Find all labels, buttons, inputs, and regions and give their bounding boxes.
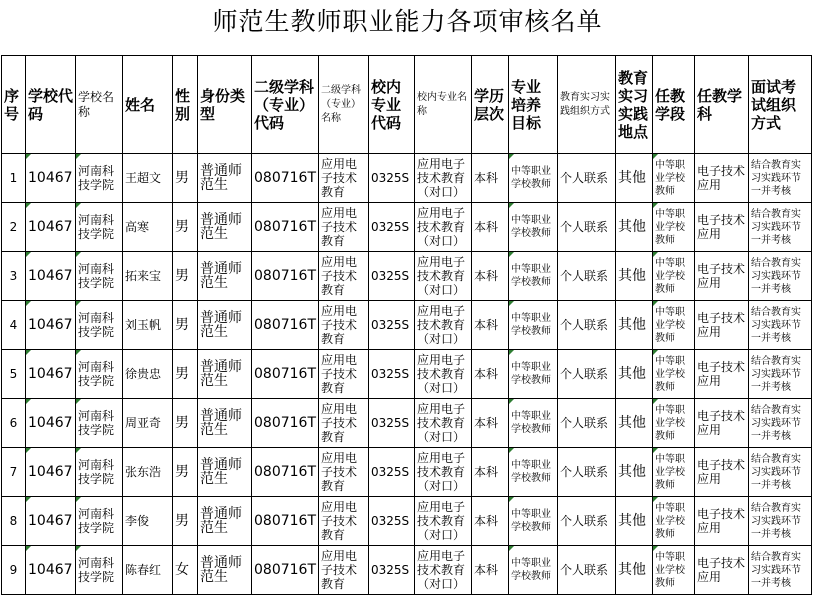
cell-practice-org: 个人联系 bbox=[558, 399, 616, 448]
cell-identity: 普通师范生 bbox=[198, 252, 252, 301]
cell-gender: 男 bbox=[173, 448, 198, 497]
cell-teaching-stage: 中等职业学校教师 bbox=[653, 301, 695, 350]
cell-interview-org: 结合教育实习实践环节一并考核 bbox=[749, 546, 812, 595]
cell-practice-org: 个人联系 bbox=[558, 252, 616, 301]
cell-discipline-name: 应用电子技术教育 bbox=[319, 448, 369, 497]
cell-practice-org: 个人联系 bbox=[558, 154, 616, 203]
cell-gender: 女 bbox=[173, 546, 198, 595]
cell-teaching-stage: 中等职业学校教师 bbox=[653, 497, 695, 546]
table-row bbox=[2, 546, 812, 595]
cell-major-code: 0325S bbox=[369, 350, 415, 399]
cell-major-code: 0325S bbox=[369, 301, 415, 350]
header-school-code: 学校代码 bbox=[26, 56, 76, 154]
cell-training-goal: 中等职业学校教师 bbox=[509, 252, 558, 301]
cell-school-name: 河南科技学院 bbox=[76, 154, 123, 203]
cell-discipline-name: 应用电子技术教育 bbox=[319, 350, 369, 399]
cell-practice-place: 其他 bbox=[616, 497, 653, 546]
cell-interview-org: 结合教育实习实践环节一并考核 bbox=[749, 448, 812, 497]
table-row bbox=[2, 301, 812, 350]
cell-teaching-stage: 中等职业学校教师 bbox=[653, 203, 695, 252]
cell-major-name: 应用电子技术教育（对口） bbox=[415, 301, 472, 350]
cell-discipline-code: 080716T bbox=[252, 546, 319, 595]
header-seq: 序号 bbox=[2, 56, 26, 154]
table-row bbox=[2, 350, 812, 399]
cell-teaching-stage: 中等职业学校教师 bbox=[653, 350, 695, 399]
cell-teaching-subject: 电子技术应用 bbox=[695, 203, 749, 252]
cell-name: 王超文 bbox=[123, 154, 173, 203]
cell-school-code: 10467 bbox=[26, 399, 76, 448]
cell-practice-org: 个人联系 bbox=[558, 301, 616, 350]
cell-discipline-name: 应用电子技术教育 bbox=[319, 399, 369, 448]
cell-major-name: 应用电子技术教育（对口） bbox=[415, 497, 472, 546]
cell-gender: 男 bbox=[173, 203, 198, 252]
cell-teaching-subject: 电子技术应用 bbox=[695, 399, 749, 448]
cell-gender: 男 bbox=[173, 399, 198, 448]
cell-training-goal: 中等职业学校教师 bbox=[509, 350, 558, 399]
cell-interview-org: 结合教育实习实践环节一并考核 bbox=[749, 399, 812, 448]
cell-teaching-subject: 电子技术应用 bbox=[695, 448, 749, 497]
cell-major-name: 应用电子技术教育（对口） bbox=[415, 399, 472, 448]
cell-seq: 3 bbox=[2, 252, 26, 301]
cell-name: 拓来宝 bbox=[123, 252, 173, 301]
cell-school-code: 10467 bbox=[26, 497, 76, 546]
header-teaching-subject: 任教学科 bbox=[695, 56, 749, 154]
cell-teaching-subject: 电子技术应用 bbox=[695, 350, 749, 399]
cell-identity: 普通师范生 bbox=[198, 154, 252, 203]
header-interview-org: 面试考试组织方式 bbox=[749, 56, 812, 154]
cell-interview-org: 结合教育实习实践环节一并考核 bbox=[749, 203, 812, 252]
header-school-name: 学校名称 bbox=[76, 56, 123, 154]
cell-name: 张东浩 bbox=[123, 448, 173, 497]
cell-school-name: 河南科技学院 bbox=[76, 203, 123, 252]
cell-discipline-code: 080716T bbox=[252, 497, 319, 546]
table-row bbox=[2, 203, 812, 252]
table-row bbox=[2, 497, 812, 546]
header-gender: 性别 bbox=[173, 56, 198, 154]
cell-education: 本科 bbox=[472, 203, 509, 252]
cell-teaching-subject: 电子技术应用 bbox=[695, 154, 749, 203]
cell-name: 高寒 bbox=[123, 203, 173, 252]
header-major-code: 校内专业代码 bbox=[369, 56, 415, 154]
cell-discipline-code: 080716T bbox=[252, 448, 319, 497]
cell-seq: 1 bbox=[2, 154, 26, 203]
cell-major-name: 应用电子技术教育（对口） bbox=[415, 448, 472, 497]
cell-name: 徐贵忠 bbox=[123, 350, 173, 399]
cell-discipline-code: 080716T bbox=[252, 252, 319, 301]
cell-gender: 男 bbox=[173, 497, 198, 546]
cell-seq: 5 bbox=[2, 350, 26, 399]
cell-training-goal: 中等职业学校教师 bbox=[509, 497, 558, 546]
cell-name: 刘玉帆 bbox=[123, 301, 173, 350]
cell-identity: 普通师范生 bbox=[198, 497, 252, 546]
table-row bbox=[2, 448, 812, 497]
cell-training-goal: 中等职业学校教师 bbox=[509, 301, 558, 350]
table-row bbox=[2, 252, 812, 301]
header-discipline-name: 二级学科（专业）名称 bbox=[319, 56, 369, 154]
cell-identity: 普通师范生 bbox=[198, 448, 252, 497]
cell-gender: 男 bbox=[173, 301, 198, 350]
header-identity: 身份类型 bbox=[198, 56, 252, 154]
cell-practice-place: 其他 bbox=[616, 252, 653, 301]
cell-discipline-name: 应用电子技术教育 bbox=[319, 301, 369, 350]
cell-training-goal: 中等职业学校教师 bbox=[509, 154, 558, 203]
cell-education: 本科 bbox=[472, 350, 509, 399]
cell-major-name: 应用电子技术教育（对口） bbox=[415, 546, 472, 595]
cell-school-name: 河南科技学院 bbox=[76, 301, 123, 350]
cell-discipline-code: 080716T bbox=[252, 154, 319, 203]
table-row bbox=[2, 399, 812, 448]
cell-seq: 7 bbox=[2, 448, 26, 497]
cell-teaching-subject: 电子技术应用 bbox=[695, 546, 749, 595]
cell-practice-place: 其他 bbox=[616, 399, 653, 448]
cell-identity: 普通师范生 bbox=[198, 203, 252, 252]
cell-teaching-stage: 中等职业学校教师 bbox=[653, 546, 695, 595]
cell-interview-org: 结合教育实习实践环节一并考核 bbox=[749, 350, 812, 399]
cell-discipline-name: 应用电子技术教育 bbox=[319, 497, 369, 546]
cell-identity: 普通师范生 bbox=[198, 350, 252, 399]
cell-discipline-code: 080716T bbox=[252, 399, 319, 448]
cell-gender: 男 bbox=[173, 252, 198, 301]
cell-practice-org: 个人联系 bbox=[558, 448, 616, 497]
cell-training-goal: 中等职业学校教师 bbox=[509, 399, 558, 448]
cell-practice-org: 个人联系 bbox=[558, 546, 616, 595]
cell-seq: 4 bbox=[2, 301, 26, 350]
cell-major-name: 应用电子技术教育（对口） bbox=[415, 154, 472, 203]
cell-major-code: 0325S bbox=[369, 546, 415, 595]
cell-gender: 男 bbox=[173, 350, 198, 399]
cell-seq: 2 bbox=[2, 203, 26, 252]
cell-teaching-subject: 电子技术应用 bbox=[695, 252, 749, 301]
cell-training-goal: 中等职业学校教师 bbox=[509, 203, 558, 252]
cell-major-name: 应用电子技术教育（对口） bbox=[415, 203, 472, 252]
cell-interview-org: 结合教育实习实践环节一并考核 bbox=[749, 301, 812, 350]
cell-school-code: 10467 bbox=[26, 154, 76, 203]
cell-seq: 6 bbox=[2, 399, 26, 448]
cell-school-code: 10467 bbox=[26, 546, 76, 595]
cell-education: 本科 bbox=[472, 399, 509, 448]
cell-seq: 9 bbox=[2, 546, 26, 595]
cell-discipline-code: 080716T bbox=[252, 203, 319, 252]
cell-seq: 8 bbox=[2, 497, 26, 546]
cell-discipline-name: 应用电子技术教育 bbox=[319, 252, 369, 301]
table-row bbox=[2, 154, 812, 203]
cell-major-code: 0325S bbox=[369, 154, 415, 203]
cell-identity: 普通师范生 bbox=[198, 399, 252, 448]
cell-school-code: 10467 bbox=[26, 350, 76, 399]
cell-discipline-name: 应用电子技术教育 bbox=[319, 203, 369, 252]
cell-major-code: 0325S bbox=[369, 497, 415, 546]
cell-school-name: 河南科技学院 bbox=[76, 350, 123, 399]
cell-identity: 普通师范生 bbox=[198, 546, 252, 595]
cell-education: 本科 bbox=[472, 448, 509, 497]
cell-identity: 普通师范生 bbox=[198, 301, 252, 350]
cell-major-code: 0325S bbox=[369, 252, 415, 301]
cell-discipline-code: 080716T bbox=[252, 301, 319, 350]
cell-school-code: 10467 bbox=[26, 252, 76, 301]
cell-teaching-subject: 电子技术应用 bbox=[695, 301, 749, 350]
cell-school-name: 河南科技学院 bbox=[76, 546, 123, 595]
cell-teaching-stage: 中等职业学校教师 bbox=[653, 448, 695, 497]
cell-practice-org: 个人联系 bbox=[558, 203, 616, 252]
header-teaching-stage: 任教学段 bbox=[653, 56, 695, 154]
cell-interview-org: 结合教育实习实践环节一并考核 bbox=[749, 154, 812, 203]
roster-table bbox=[1, 55, 812, 595]
cell-practice-place: 其他 bbox=[616, 154, 653, 203]
cell-education: 本科 bbox=[472, 497, 509, 546]
cell-practice-place: 其他 bbox=[616, 546, 653, 595]
cell-school-name: 河南科技学院 bbox=[76, 252, 123, 301]
cell-teaching-stage: 中等职业学校教师 bbox=[653, 252, 695, 301]
cell-discipline-name: 应用电子技术教育 bbox=[319, 154, 369, 203]
cell-major-code: 0325S bbox=[369, 448, 415, 497]
cell-practice-org: 个人联系 bbox=[558, 497, 616, 546]
header-row bbox=[2, 56, 812, 154]
cell-practice-org: 个人联系 bbox=[558, 350, 616, 399]
cell-training-goal: 中等职业学校教师 bbox=[509, 448, 558, 497]
header-training-goal: 专业培养目标 bbox=[509, 56, 558, 154]
cell-name: 周亚奇 bbox=[123, 399, 173, 448]
cell-education: 本科 bbox=[472, 301, 509, 350]
cell-school-name: 河南科技学院 bbox=[76, 497, 123, 546]
cell-major-code: 0325S bbox=[369, 203, 415, 252]
cell-name: 陈春红 bbox=[123, 546, 173, 595]
header-practice-place: 教育实习实践地点 bbox=[616, 56, 653, 154]
cell-school-code: 10467 bbox=[26, 448, 76, 497]
header-practice-org: 教育实习实践组织方式 bbox=[558, 56, 616, 154]
header-discipline-code: 二级学科（专业）代码 bbox=[252, 56, 319, 154]
cell-major-code: 0325S bbox=[369, 399, 415, 448]
cell-school-code: 10467 bbox=[26, 203, 76, 252]
cell-practice-place: 其他 bbox=[616, 301, 653, 350]
cell-interview-org: 结合教育实习实践环节一并考核 bbox=[749, 252, 812, 301]
cell-training-goal: 中等职业学校教师 bbox=[509, 546, 558, 595]
cell-major-name: 应用电子技术教育（对口） bbox=[415, 350, 472, 399]
cell-teaching-subject: 电子技术应用 bbox=[695, 497, 749, 546]
cell-education: 本科 bbox=[472, 546, 509, 595]
cell-teaching-stage: 中等职业学校教师 bbox=[653, 154, 695, 203]
cell-education: 本科 bbox=[472, 252, 509, 301]
cell-discipline-name: 应用电子技术教育 bbox=[319, 546, 369, 595]
cell-gender: 男 bbox=[173, 154, 198, 203]
cell-discipline-code: 080716T bbox=[252, 350, 319, 399]
header-education: 学历层次 bbox=[472, 56, 509, 154]
header-name: 姓名 bbox=[123, 56, 173, 154]
cell-school-name: 河南科技学院 bbox=[76, 399, 123, 448]
cell-major-name: 应用电子技术教育（对口） bbox=[415, 252, 472, 301]
header-major-name: 校内专业名称 bbox=[415, 56, 472, 154]
cell-practice-place: 其他 bbox=[616, 350, 653, 399]
cell-education: 本科 bbox=[472, 154, 509, 203]
cell-practice-place: 其他 bbox=[616, 448, 653, 497]
cell-name: 李俊 bbox=[123, 497, 173, 546]
cell-interview-org: 结合教育实习实践环节一并考核 bbox=[749, 497, 812, 546]
cell-teaching-stage: 中等职业学校教师 bbox=[653, 399, 695, 448]
cell-school-code: 10467 bbox=[26, 301, 76, 350]
cell-school-name: 河南科技学院 bbox=[76, 448, 123, 497]
cell-practice-place: 其他 bbox=[616, 203, 653, 252]
page-title: 师范生教师职业能力各项审核名单 bbox=[212, 7, 603, 36]
